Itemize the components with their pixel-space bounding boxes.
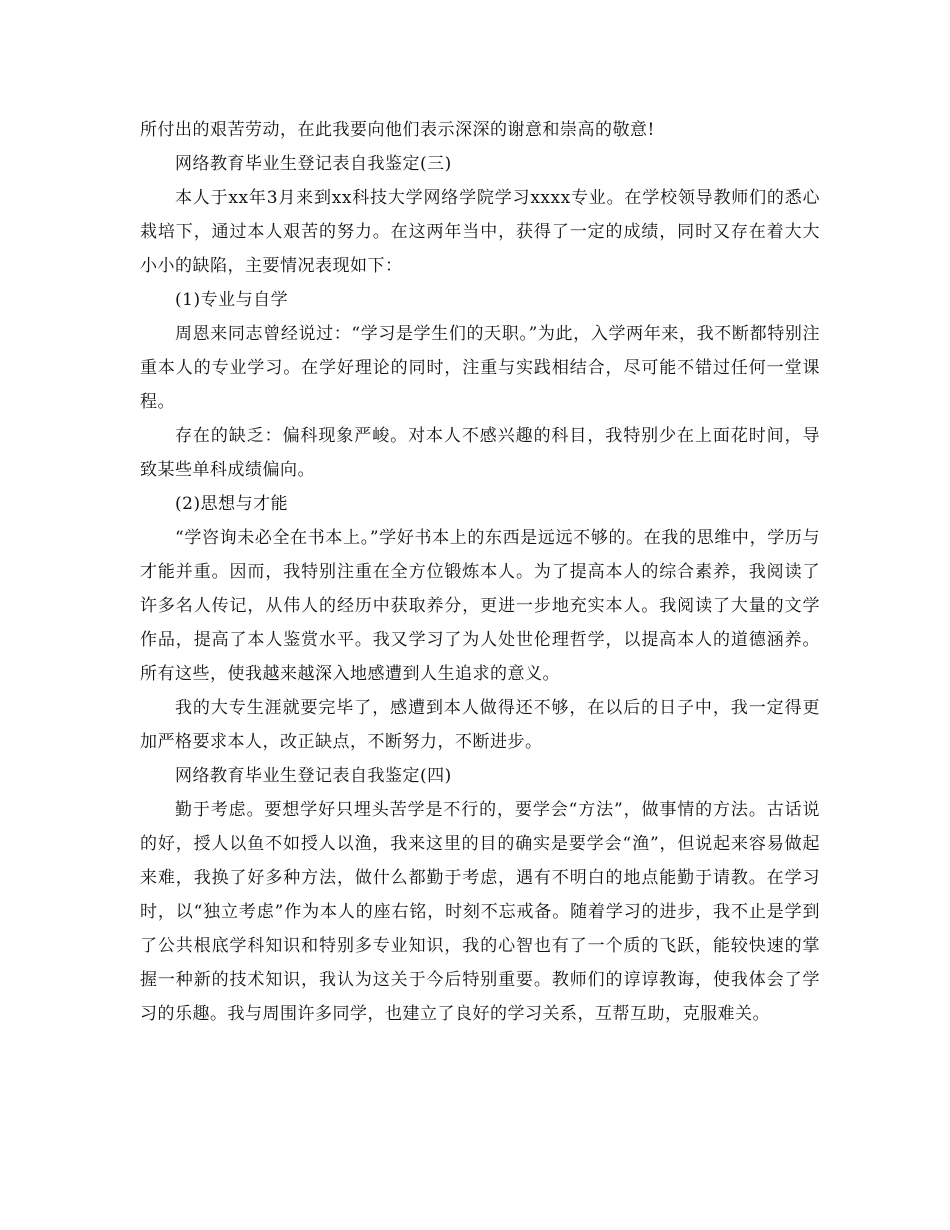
- paragraph-major-study: 周恩来同志曾经说过：“学习是学生们的天职。”为此，入学两年来，我不断都特别注重本人的专业学习。在学好理论的同时，注重与实践相结合，尽可能不错过任何一堂课程。: [140, 324, 820, 412]
- section-heading-4: 网络教育毕业生登记表自我鉴定(四): [175, 766, 452, 786]
- paragraph-thought-ability: “学咨询未必全在书本上。”学好书本上的东西是远远不够的。在我的思维中，学历与才能并重。因而，我特别注重在全方位锻炼本人。为了提高本人的综合素养，我阅读了许多名人传记，从伟人的经历中获取养分，更进一步地充实本人。我阅读了大量的文学作品，提高了本人鉴赏水平。我又学习了为人处世伦理哲学，以提高本人的道德涵养。所有这些，使我越来越深入地感遭到人生追求的意义。: [140, 528, 820, 684]
- document-page: [140, 113, 820, 1031]
- paragraph-shortcomings: 存在的缺乏：偏科现象严峻。对本人不感兴趣的科目，我特别少在上面花时间，导致某些单科成绩偏向。: [140, 426, 820, 480]
- paragraph-continuation: 所付出的艰苦劳动，在此我要向他们表示深深的谢意和崇高的敬意!: [140, 120, 655, 140]
- paragraph-diligent-thinking: 勤于考虑。要想学好只埋头苦学是不行的，要学会“方法”，做事情的方法。古话说的好，授人以鱼不如授人以渔，我来这里的目的确实是要学会“渔”，但说起来容易做起来难，我换了好多种方法，做什么都勤于考虑，遇有不明白的地点能勤于请教。在学习时，以“独立考虑”作为本人的座右铭，时刻不忘戒备。随着学习的进步，我不止是学到了公共根底学科知识和特别多专业知识，我的心智也有了一个质的飞跃，能较快速的掌握一种新的技术知识，我认为这关于今后特别重要。教师们的谆谆教诲，使我体会了学习的乐趣。我与周围许多同学，也建立了良好的学习关系，互帮互助，克服难关。: [140, 800, 820, 1024]
- subheading-thought-ability: (2)思想与才能: [175, 494, 289, 514]
- paragraph-intro: 本人于xx年3月来到xx科技大学网络学院学习xxxx专业。在学校领导教师们的悉心栽培下，通过本人艰苦的努力。在这两年当中，获得了一定的成绩，同时又存在着大大小小的缺陷，主要情况表现如下：: [140, 188, 820, 276]
- subheading-major-study: (1)专业与自学: [175, 290, 289, 310]
- section-heading-3: 网络教育毕业生登记表自我鉴定(三): [175, 154, 452, 174]
- paragraph-conclusion: 我的大专生涯就要完毕了，感遭到本人做得还不够，在以后的日子中，我一定得更加严格要求本人，改正缺点，不断努力，不断进步。: [140, 698, 820, 752]
